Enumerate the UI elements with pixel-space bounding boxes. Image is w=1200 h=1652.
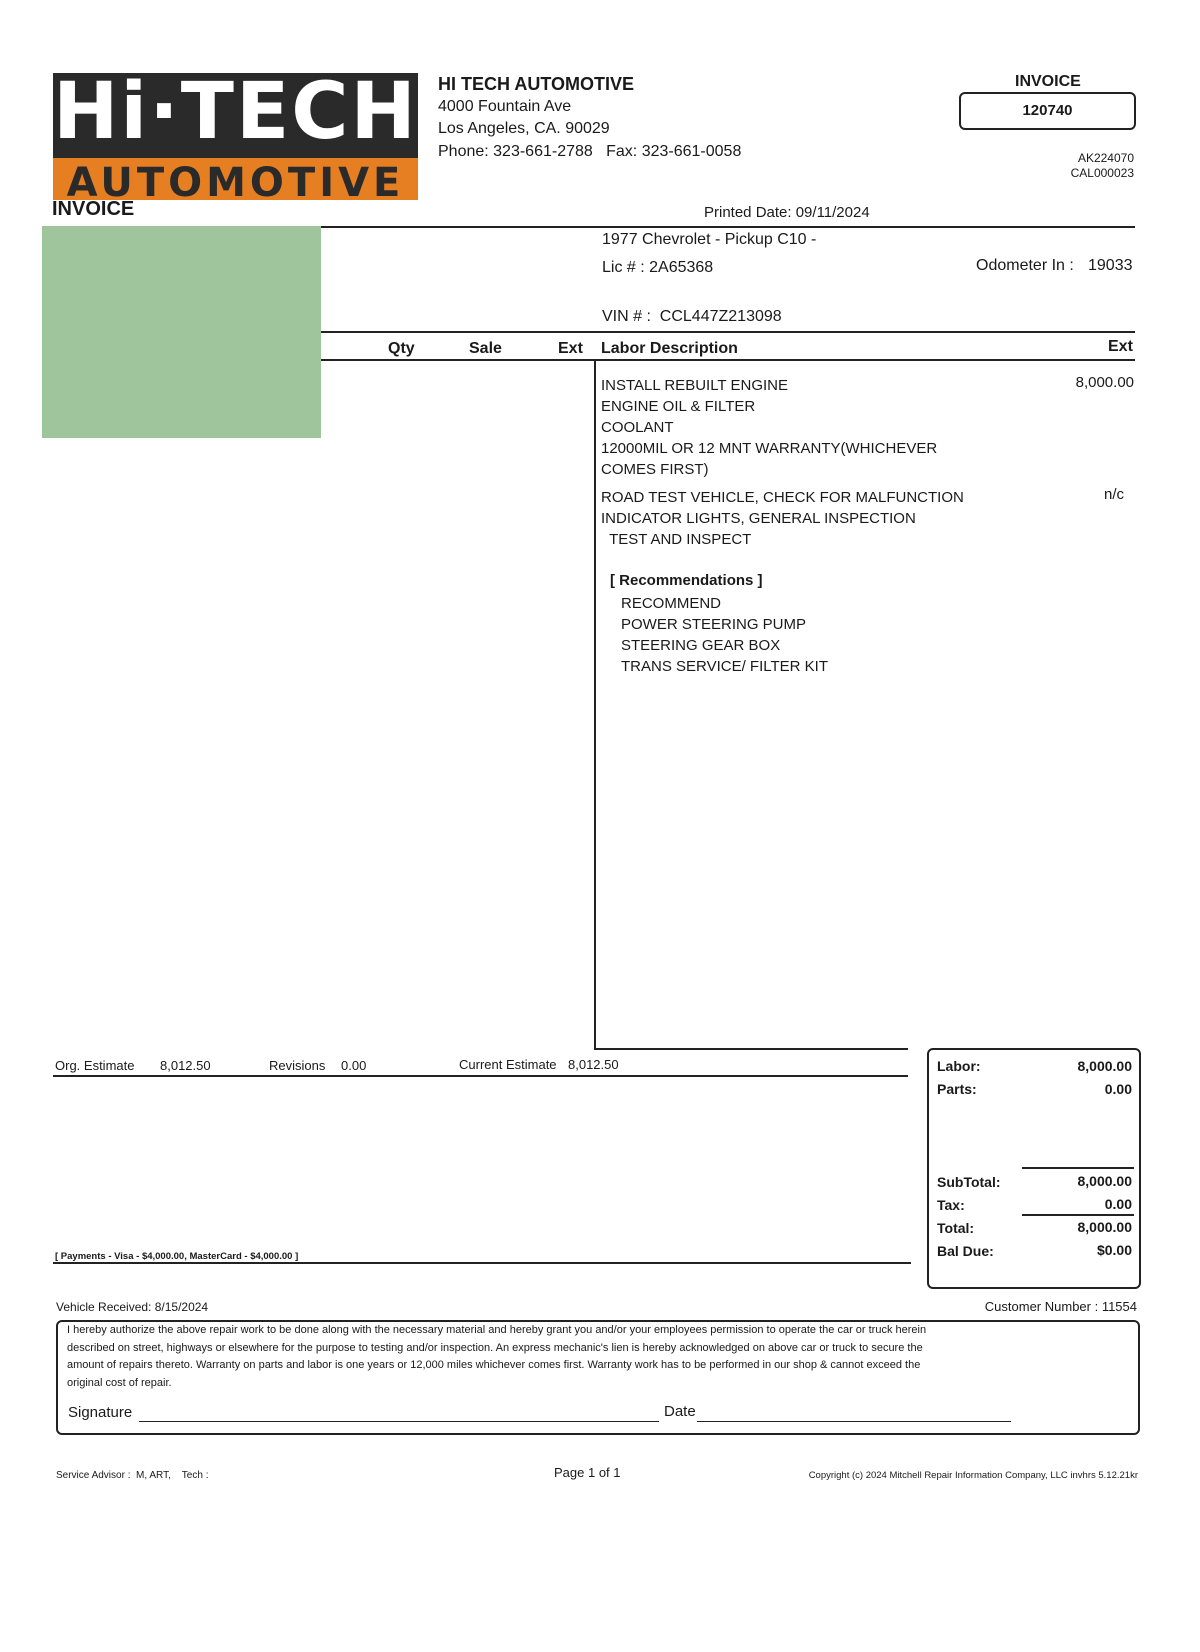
labor-line: 12000MIL OR 12 MNT WARRANTY(WHICHEVER [601, 440, 938, 457]
authorization-line: amount of repairs thereto. Warranty on parts and labor is one years or 12,000 miles whichever comes first. Warranty work has to be performed in our shop & cannot exceed the [67, 1359, 921, 1371]
current-estimate-label: Current Estimate [459, 1057, 557, 1072]
total-value: 8,000.00 [1077, 1219, 1132, 1235]
redacted-customer-block [42, 226, 321, 438]
payments-line [53, 1262, 911, 1264]
signature-line[interactable] [139, 1421, 659, 1422]
company-contact: Phone: 323-661-2788 Fax: 323-661-0058 [438, 143, 742, 160]
logo-top [53, 67, 418, 158]
col-sale: Sale [469, 340, 502, 357]
logo-bottom [53, 158, 418, 206]
subtotal-value: 8,000.00 [1077, 1173, 1132, 1189]
labor-amount: 8,000.00 [1075, 374, 1134, 391]
tax-label: Tax: [937, 1197, 965, 1213]
col-labor-ext: Ext [1108, 338, 1133, 355]
labor-item [601, 487, 964, 550]
recommendation-item: TRANS SERVICE/ FILTER KIT [621, 658, 828, 675]
org-estimate-label: Org. Estimate [55, 1058, 135, 1073]
date-line[interactable] [697, 1421, 1011, 1422]
bal-due-label: Bal Due: [937, 1243, 994, 1259]
payments-summary: [ Payments - Visa - $4,000.00, MasterCard - $4,000.00 ] [55, 1251, 299, 1262]
labor-line: INSTALL REBUILT ENGINE [601, 377, 788, 394]
labor-total-value: 8,000.00 [1077, 1058, 1132, 1074]
labor-line: TEST AND INSPECT [601, 531, 752, 548]
labor-total-label: Labor: [937, 1058, 981, 1074]
logo-bottom-text: AUTOMOTIVE [66, 160, 405, 206]
bal-due-value: $0.00 [1096, 1242, 1132, 1258]
vehicle-received: Vehicle Received: 8/15/2024 [56, 1300, 209, 1314]
current-estimate-value: 8,012.50 [568, 1057, 619, 1072]
vehicle-vin: VIN # : CCL447Z213098 [602, 308, 782, 325]
labor-line: ROAD TEST VEHICLE, CHECK FOR MALFUNCTION [601, 489, 964, 506]
invoice-code-1: AK224070 [1077, 151, 1134, 165]
table-header-line [321, 359, 1135, 361]
labor-line: COMES FIRST) [601, 461, 709, 478]
customer-number: Customer Number : 11554 [984, 1299, 1137, 1314]
odometer-value: 19033 [1088, 257, 1133, 274]
col-ext: Ext [558, 340, 583, 357]
invoice-code-2: CAL000023 [1070, 166, 1134, 180]
company-street: 4000 Fountain Ave [438, 98, 572, 115]
recommendations-title: [ Recommendations ] [610, 572, 763, 589]
estimates-line [53, 1075, 908, 1077]
date-label: Date [664, 1403, 696, 1420]
invoice-number-box [959, 92, 1136, 130]
page-number: Page 1 of 1 [554, 1465, 621, 1480]
invoice-label: INVOICE [1015, 73, 1081, 90]
org-estimate-value: 8,012.50 [160, 1058, 211, 1073]
labor-line: INDICATOR LIGHTS, GENERAL INSPECTION [601, 510, 916, 527]
revisions-value: 0.00 [341, 1058, 367, 1073]
company-name: HI TECH AUTOMOTIVE [438, 74, 635, 94]
subtotal-rule [1022, 1167, 1134, 1169]
table-top-line [321, 331, 1135, 333]
table-bottom-line [594, 1048, 908, 1050]
authorization-text [67, 1322, 1002, 1392]
recommendations-list [621, 593, 828, 677]
recommendation-item: POWER STEERING PUMP [621, 616, 807, 633]
labor-line: ENGINE OIL & FILTER [601, 398, 756, 415]
total-label: Total: [937, 1220, 975, 1236]
printed-date: Printed Date: 09/11/2024 [704, 204, 870, 221]
labor-line: COOLANT [601, 419, 674, 436]
invoice-number: 120740 [1022, 102, 1073, 119]
vehicle-description: 1977 Chevrolet - Pickup C10 - [602, 231, 817, 248]
recommendation-item: STEERING GEAR BOX [621, 637, 781, 654]
labor-amount: n/c [1104, 486, 1125, 503]
labor-item [601, 375, 937, 480]
logo-top-text: Hi·TECH [53, 67, 418, 157]
tax-value: 0.00 [1104, 1196, 1132, 1212]
parts-total-label: Parts: [937, 1081, 977, 1097]
revisions-label: Revisions [269, 1058, 326, 1073]
col-labor-description: Labor Description [601, 340, 738, 357]
authorization-line: I hereby authorize the above repair work to be done along with the necessary material and hereby grant you and/or your employees permission to operate the car or truck herein [67, 1324, 927, 1336]
recommendation-item: RECOMMEND [621, 595, 721, 612]
vehicle-license: Lic # : 2A65368 [602, 259, 714, 276]
authorization-line: original cost of repair. [67, 1376, 172, 1389]
company-city: Los Angeles, CA. 90029 [438, 120, 610, 137]
parts-total-value: 0.00 [1104, 1081, 1132, 1097]
service-advisor: Service Advisor : M, ART, Tech : [56, 1470, 209, 1481]
authorization-line: described on street, highways or elsewhere for the purpose to testing and/or inspection. An express mechanic's lien is hereby acknowledged on above car or truck to secure the [67, 1341, 923, 1354]
odometer-label: Odometer In : [976, 257, 1074, 274]
copyright: Copyright (c) 2024 Mitchell Repair Information Company, LLC invhrs 5.12.21kr [808, 1470, 1138, 1481]
column-divider [594, 359, 596, 1049]
subtotal-label: SubTotal: [937, 1174, 1001, 1190]
signature-label: Signature [68, 1404, 133, 1421]
total-rule [1022, 1214, 1134, 1216]
col-qty: Qty [388, 340, 415, 357]
doc-label: INVOICE [52, 198, 135, 220]
